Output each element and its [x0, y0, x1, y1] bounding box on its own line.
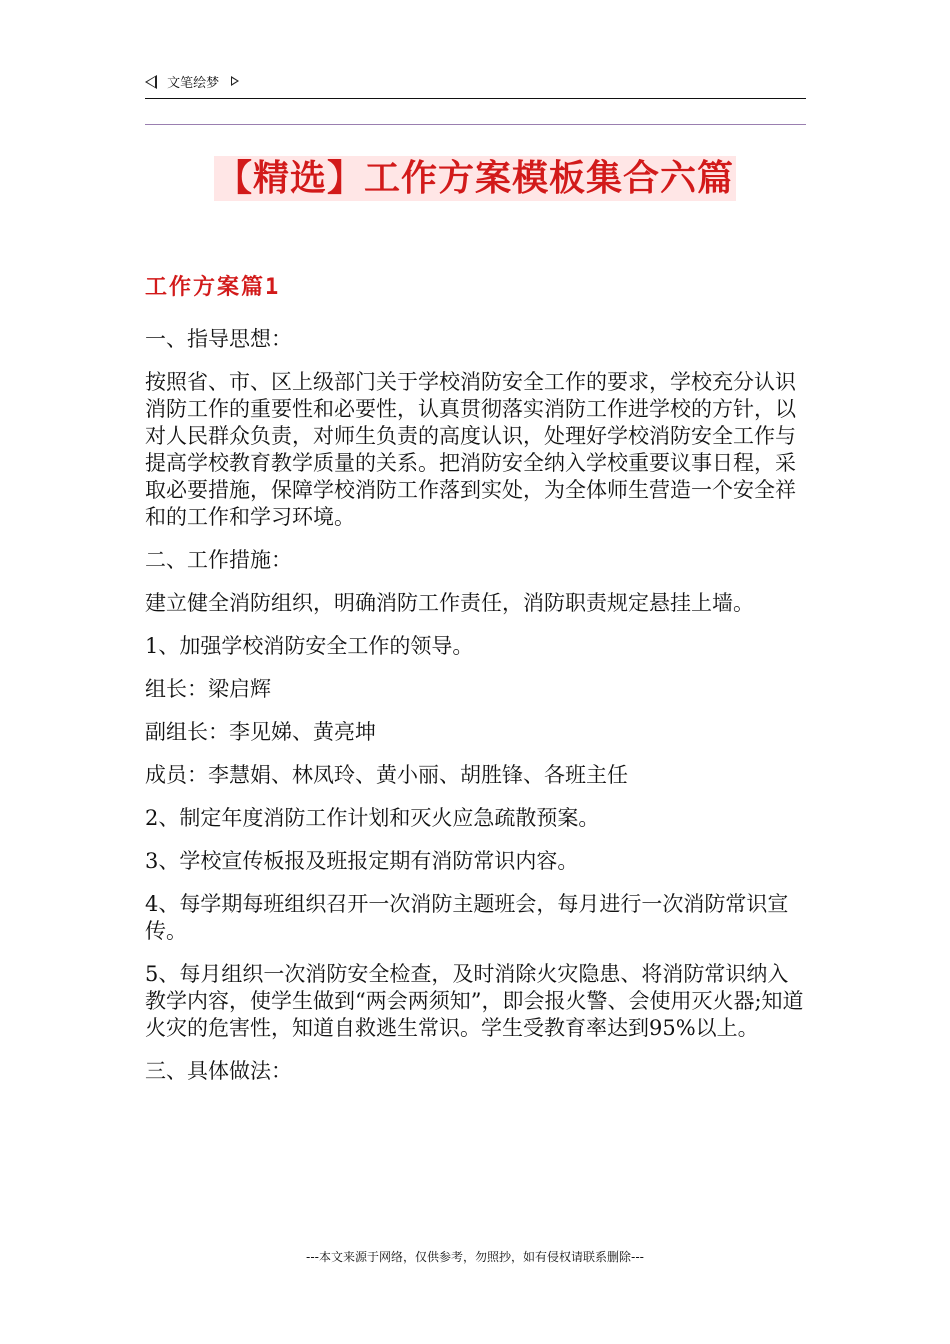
paragraph: 按照省、市、区上级部门关于学校消防安全工作的要求，学校充分认识消防工作的重要性和必要性，认真贯彻落实消防工作进学校的方针，以对人民群众负责，对师生负责的高度认识，处理好学校消防安全工作与提高学校教育教学质量的关系。把消防安全纳入学校重要议事日程，采取必要措施，保障学校消防工作落到实处，为全体师生营造一个安全祥和的工作和学习环境。 [145, 370, 796, 529]
document-title-wrap [0, 150, 950, 201]
paragraph: 2、制定年度消防工作计划和灭火应急疏散预案。 [145, 806, 600, 830]
triangle-left-icon [145, 75, 157, 89]
paragraph: 建立健全消防组织，明确消防工作责任，消防职责规定悬挂上墙。 [145, 591, 754, 615]
header-rule [145, 98, 806, 99]
triangle-right-icon [231, 76, 239, 86]
header-sub-rule [145, 124, 806, 125]
paragraph: 5、每月组织一次消防安全检查，及时消除火灾隐患、将消防常识纳入教学内容，使学生做到“两会两须知”，即会报火警、会使用灭火器;知道火灾的危害性，知道自救逃生常识。学生受教育率达到95%以上。 [145, 962, 804, 1040]
paragraph: 组长：梁启辉 [145, 677, 271, 701]
page-footer: ---本文来源于网络，仅供参考，勿照抄，如有侵权请联系删除--- [306, 1250, 644, 1264]
paragraph: 成员：李慧娟、林凤玲、黄小丽、胡胜锋、各班主任 [145, 763, 628, 787]
paragraph: 二、工作措施： [145, 548, 292, 572]
section-title: 工作方案篇1 [145, 275, 281, 300]
document-body [145, 326, 805, 1101]
header-brand: 文笔绘梦 [167, 76, 220, 91]
paragraph: 副组长：李见娣、黄亮坤 [145, 720, 376, 744]
paragraph: 一、指导思想： [145, 327, 292, 351]
paragraph: 1、加强学校消防安全工作的领导。 [145, 634, 474, 658]
paragraph: 3、学校宣传板报及班报定期有消防常识内容。 [145, 849, 579, 873]
paragraph: 4、每学期每班组织召开一次消防主题班会，每月进行一次消防常识宣传。 [145, 892, 789, 943]
page-header [145, 72, 805, 98]
paragraph: 三、具体做法： [145, 1059, 292, 1083]
document-title: 【精选】工作方案模板集合六篇 [215, 158, 734, 199]
